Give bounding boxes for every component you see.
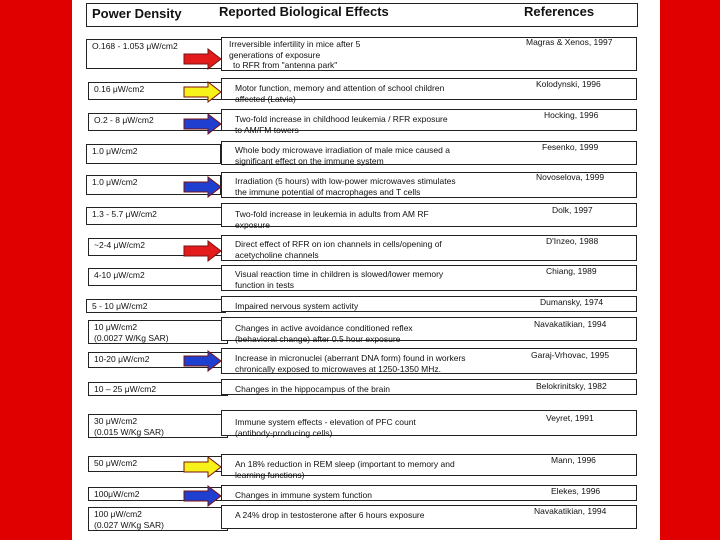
reference-text: Elekes, 1996 xyxy=(551,486,601,496)
reference-text: Novoselova, 1999 xyxy=(536,172,605,182)
reference-text: Dolk, 1997 xyxy=(552,205,593,215)
effect-text: Two-fold increase in childhood leukemia / RFR exposure xyxy=(235,114,448,124)
effect-text: Immune system effects - elevation of PFC count xyxy=(235,417,416,427)
reference-text: Kolodynski, 1996 xyxy=(536,79,601,89)
power-density-text: O.2 - 8 μW/cm2 xyxy=(94,115,154,125)
blue-arrow-icon xyxy=(183,485,223,507)
blue-arrow-icon xyxy=(183,350,223,372)
effect-text: generations of exposure xyxy=(229,49,321,60)
reference-text: Hocking, 1996 xyxy=(544,110,599,120)
power-density-text: 1.3 - 5.7 μW/cm2 xyxy=(92,209,157,219)
effect-text: Whole body microwave irradiation of male mice caused a xyxy=(235,145,450,155)
effect-text: Visual reaction time in children is slowed/lower memory xyxy=(235,269,444,279)
reference-text: Chiang, 1989 xyxy=(546,266,597,276)
effect-text: exposure xyxy=(235,219,270,230)
yellow-arrow-icon xyxy=(183,81,223,103)
reference-text: Dumansky, 1974 xyxy=(540,297,604,307)
reference-text: Navakatikian, 1994 xyxy=(534,319,607,329)
power-density-text: 10 μW/cm2 xyxy=(94,322,138,332)
power-density-text: 1.0 μW/cm2 xyxy=(92,177,138,187)
power-density-text: 100 μW/cm2 xyxy=(94,509,142,519)
reference-text: Mann, 1996 xyxy=(551,455,596,465)
reference-text: Veyret, 1991 xyxy=(546,413,594,423)
red-arrow-icon xyxy=(183,48,223,70)
yellow-arrow-icon xyxy=(183,456,223,478)
power-density-text: (0.0027 W/Kg SAR) xyxy=(94,333,169,343)
effect-text: function in tests xyxy=(235,279,295,290)
effect-text: Motor function, memory and attention of school children xyxy=(235,83,445,93)
effect-text: Increase in micronuclei (aberrant DNA form) found in workers xyxy=(235,353,466,363)
effect-text: Changes in active avoidance conditioned reflex xyxy=(235,323,413,333)
power-density-text: 10 – 25 μW/cm2 xyxy=(94,384,157,394)
power-density-text: 50 μW/cm2 xyxy=(94,458,138,468)
effect-text: Changes in the hippocampus of the brain xyxy=(235,384,390,394)
effect-text: Impaired nervous system activity xyxy=(235,301,359,311)
effect-text: acetycholine channels xyxy=(235,249,319,260)
effect-text: Direct effect of RFR on ion channels in cells/opening of xyxy=(235,239,442,249)
effect-text: An 18% reduction in REM sleep (important to memory and xyxy=(235,459,455,469)
power-density-text: O.168 - 1.053 μW/cm2 xyxy=(92,41,178,51)
effect-text: Irradiation (5 hours) with low-power microwaves stimulates xyxy=(235,176,456,186)
reference-text: Garaj-Vrhovac, 1995 xyxy=(531,350,610,360)
red-arrow-icon xyxy=(183,240,223,262)
reference-text: D'Inzeo, 1988 xyxy=(546,236,599,246)
effect-text: Changes in immune system function xyxy=(235,490,373,500)
reference-text: Navakatikian, 1994 xyxy=(534,506,607,516)
effect-text: Two-fold increase in leukemia in adults from AM RF xyxy=(235,209,429,219)
effect-text: (behavioral change) after 0.5 hour exposure xyxy=(235,333,401,344)
blue-arrow-icon xyxy=(183,113,223,135)
power-density-text: ~2-4 μW/cm2 xyxy=(94,240,145,250)
effect-text: to RFR from "antenna park" xyxy=(233,60,338,70)
effect-text: (antibody-producing cells) xyxy=(235,427,333,438)
effect-text: A 24% drop in testosterone after 6 hours exposure xyxy=(235,510,425,520)
effect-text: the immune potential of macrophages and T cells xyxy=(235,186,421,197)
power-density-text: 10-20 μW/cm2 xyxy=(94,354,150,364)
power-density-text: 4-10 μW/cm2 xyxy=(94,270,145,280)
power-density-text: 5 - 10 μW/cm2 xyxy=(92,301,148,311)
power-density-text: 100μW/cm2 xyxy=(94,489,140,499)
power-density-text: 0.16 μW/cm2 xyxy=(94,84,145,94)
reference-text: Belokrinitsky, 1982 xyxy=(536,381,607,391)
power-density-text: (0.027 W/Kg SAR) xyxy=(94,520,164,530)
effect-text: learning functions) xyxy=(235,469,305,480)
reference-text: Magras & Xenos, 1997 xyxy=(526,37,613,47)
reference-text: Fesenko, 1999 xyxy=(542,142,599,152)
effect-text: significant effect on the immune system xyxy=(235,155,384,166)
power-density-text: 1.0 μW/cm2 xyxy=(92,146,138,156)
header-reported-effects: Reported Biological Effects xyxy=(219,4,389,19)
effect-text: affected (Latvia) xyxy=(235,93,296,104)
header-references: References xyxy=(524,4,595,19)
effect-text: to AM/FM towers xyxy=(235,124,299,135)
effect-text: Irreversible infertility in mice after 5 xyxy=(229,39,361,49)
effect-text: chronically exposed to microwaves at 1250-1350 MHz. xyxy=(235,363,441,374)
blue-arrow-icon xyxy=(183,176,223,198)
power-density-text: 30 μW/cm2 xyxy=(94,416,138,426)
header-power-density: Power Density xyxy=(92,6,182,21)
power-density-text: (0.015 W/Kg SAR) xyxy=(94,427,164,437)
